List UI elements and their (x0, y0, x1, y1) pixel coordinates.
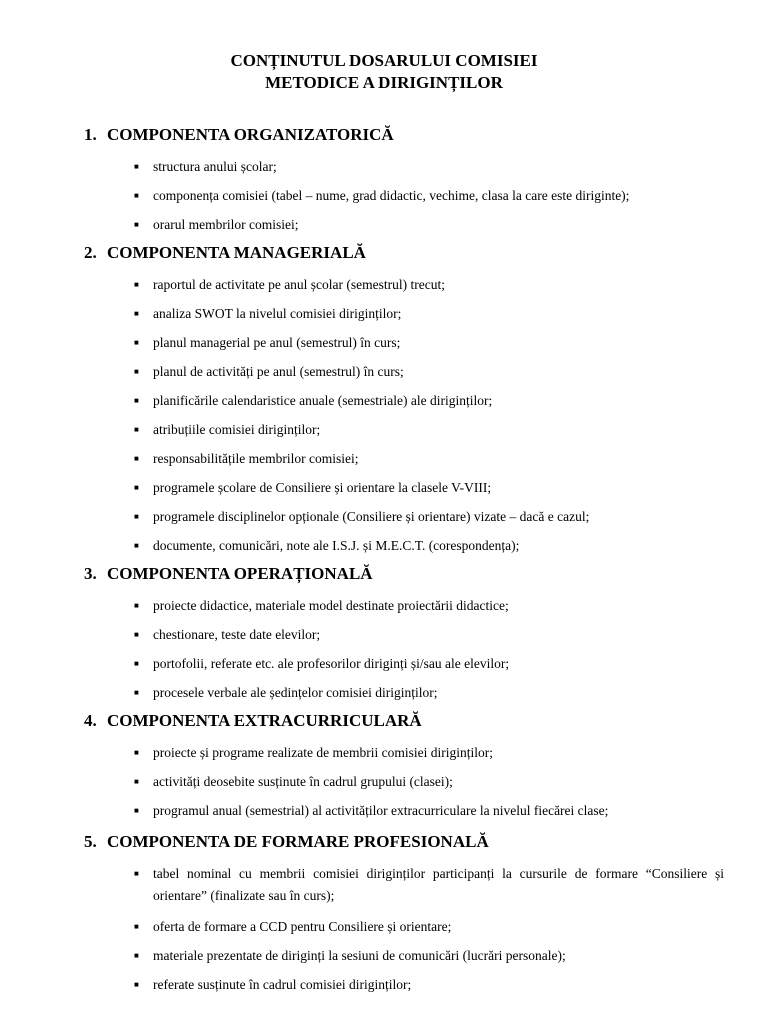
section-heading (84, 564, 373, 584)
bullet-icon: ■ (134, 688, 139, 697)
list-item: ■ planificările calendaristice anuale (semestriale) ale diriginților; (153, 390, 724, 412)
list-item: ■ structura anului școlar; (153, 156, 724, 178)
section-title: COMPONENTA OPERAȚIONALĂ (107, 564, 373, 583)
bullet-icon: ■ (134, 191, 139, 200)
bullet-icon: ■ (134, 425, 139, 434)
section-number: 5. (84, 832, 97, 851)
list-item: ■ programele școlare de Consiliere și orientare la clasele V-VIII; (153, 477, 724, 499)
list-item: ■ oferta de formare a CCD pentru Consiliere și orientare; (153, 916, 724, 938)
section-number: 4. (84, 711, 97, 730)
list-item: ■ planul managerial pe anul (semestrul) în curs; (153, 332, 724, 354)
section-title: COMPONENTA ORGANIZATORICĂ (107, 125, 394, 144)
list-item: ■ chestionare, teste date elevilor; (153, 624, 724, 646)
list-item: ■ responsabilitățile membrilor comisiei; (153, 448, 724, 470)
list-item: ■ analiza SWOT la nivelul comisiei diriginților; (153, 303, 724, 325)
bullet-icon: ■ (134, 220, 139, 229)
document-title (0, 50, 768, 94)
bullet-icon: ■ (134, 541, 139, 550)
list-item: ■ raportul de activitate pe anul școlar (semestrul) trecut; (153, 274, 724, 296)
list-item: ■ proiecte și programe realizate de membrii comisiei diriginților; (153, 742, 724, 764)
bullet-icon: ■ (134, 483, 139, 492)
bullet-icon: ■ (134, 309, 139, 318)
bullet-icon: ■ (134, 748, 139, 757)
list-item: ■ orarul membrilor comisiei; (153, 214, 724, 236)
bullet-icon: ■ (134, 980, 139, 989)
list-item: ■ materiale prezentate de diriginți la sesiuni de comunicări (lucrări personale); (153, 945, 724, 967)
section-heading (84, 243, 366, 263)
title-line-1: CONȚINUTUL DOSARULUI COMISIEI (230, 51, 538, 70)
list-item: ■ documente, comunicări, note ale I.S.J. și M.E.C.T. (corespondența); (153, 535, 724, 557)
list-item: ■ programul anual (semestrial) al activităților extracurriculare la nivelul fiecărei clase; (153, 800, 724, 822)
list-item: ■ portofolii, referate etc. ale profesorilor diriginți și/sau ale elevilor; (153, 653, 724, 675)
section-title: COMPONENTA DE FORMARE PROFESIONALĂ (107, 832, 489, 851)
bullet-icon: ■ (134, 806, 139, 815)
list-item: ■ proiecte didactice, materiale model destinate proiectării didactice; (153, 595, 724, 617)
list-item: ■ planul de activități pe anul (semestrul) în curs; (153, 361, 724, 383)
list-item: ■ activități deosebite susținute în cadrul grupului (clasei); (153, 771, 724, 793)
list-item: ■ atribuțiile comisiei diriginților; (153, 419, 724, 441)
bullet-icon: ■ (134, 512, 139, 521)
section-heading (84, 125, 394, 145)
bullet-icon: ■ (134, 396, 139, 405)
bullet-icon: ■ (134, 951, 139, 960)
section-heading (84, 711, 422, 731)
bullet-icon: ■ (134, 630, 139, 639)
section-number: 2. (84, 243, 97, 262)
bullet-icon: ■ (134, 659, 139, 668)
list-item: ■ programele disciplinelor opționale (Consiliere și orientare) vizate – dacă e cazul; (153, 506, 724, 528)
bullet-icon: ■ (134, 777, 139, 786)
list-item: ■ referate susținute în cadrul comisiei diriginților; (153, 974, 724, 996)
bullet-icon: ■ (134, 367, 139, 376)
section-number: 1. (84, 125, 97, 144)
bullet-icon: ■ (134, 922, 139, 931)
bullet-icon: ■ (134, 338, 139, 347)
bullet-icon: ■ (134, 162, 139, 171)
section-title: COMPONENTA MANAGERIALĂ (107, 243, 366, 262)
list-item: ■ procesele verbale ale ședințelor comisiei diriginților; (153, 682, 724, 704)
bullet-icon: ■ (134, 280, 139, 289)
section-number: 3. (84, 564, 97, 583)
bullet-icon: ■ (134, 869, 139, 878)
list-item: ■ tabel nominal cu membrii comisiei diriginților participanți la cursurile de formare “Consiliere și orientare” (finalizate sau în curs); (153, 863, 724, 907)
section-heading (84, 832, 489, 852)
bullet-icon: ■ (134, 454, 139, 463)
section-title: COMPONENTA EXTRACURRICULARĂ (107, 711, 422, 730)
bullet-icon: ■ (134, 601, 139, 610)
title-line-2: METODICE A DIRIGINȚILOR (265, 73, 503, 92)
list-item: ■ componența comisiei (tabel – nume, grad didactic, vechime, clasa la care este diriginte); (153, 185, 724, 207)
